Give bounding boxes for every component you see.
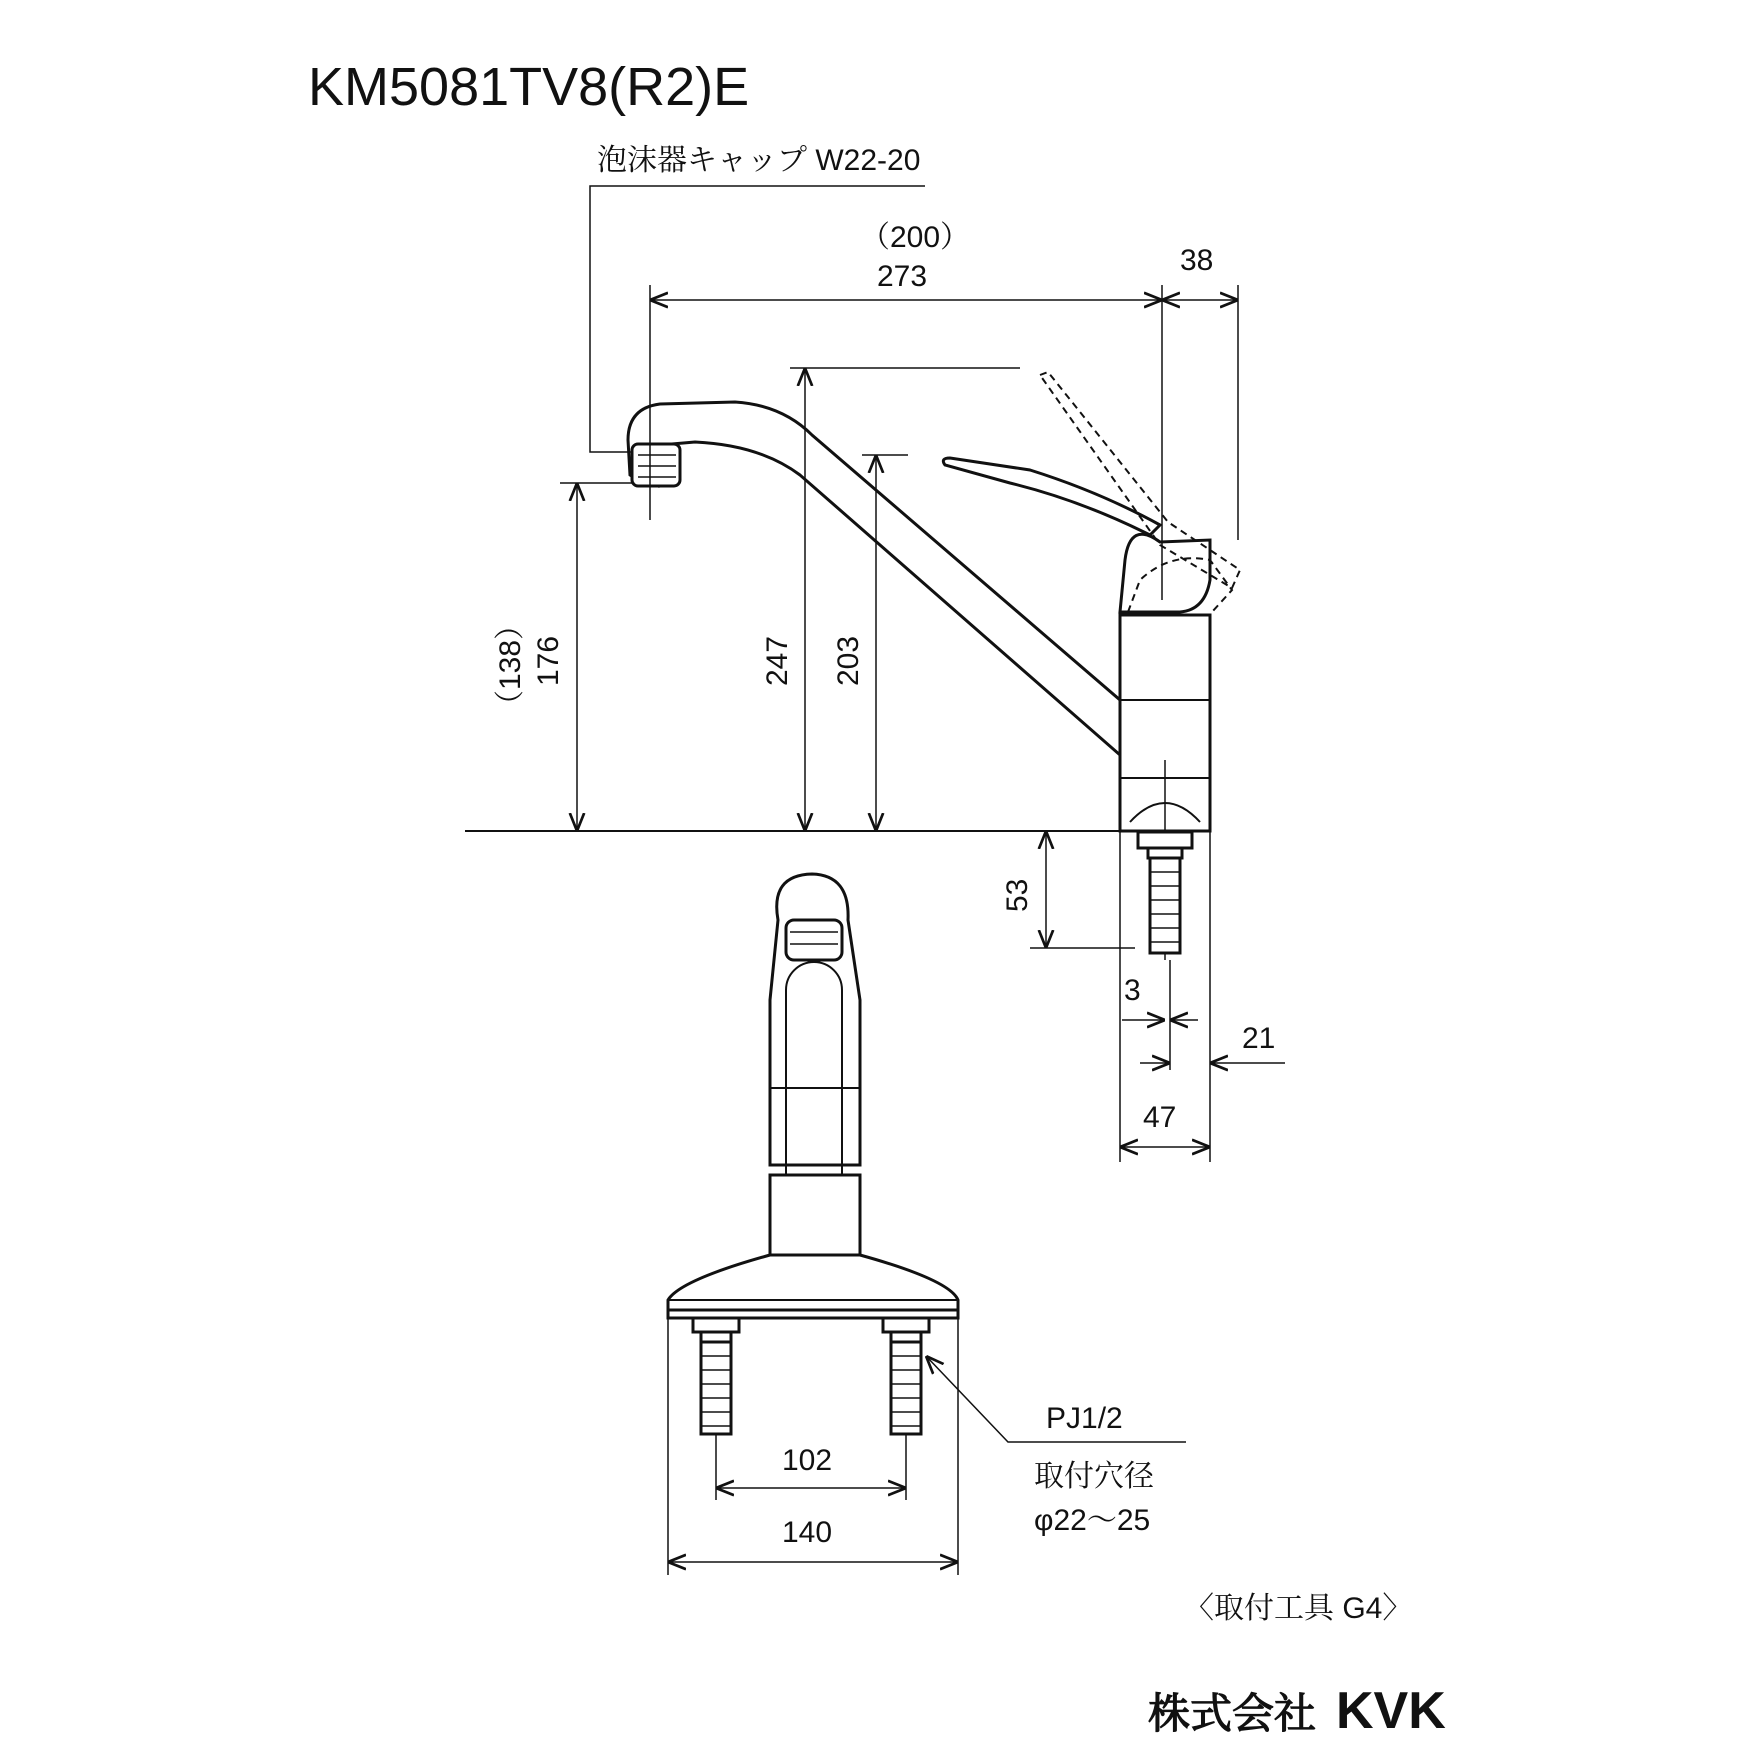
lever-arm xyxy=(943,458,1160,535)
dim-38-label: 38 xyxy=(1180,244,1214,277)
right-nut xyxy=(883,1318,929,1332)
dim-102-label: 102 xyxy=(782,1444,833,1477)
front-column xyxy=(770,1175,860,1255)
dim-200-label: （200） xyxy=(860,221,971,254)
thread-label: PJ1/2 xyxy=(1046,1402,1123,1435)
aerator-note: 泡沫器キャップ W22-20 xyxy=(597,144,921,177)
mount-nut xyxy=(1138,832,1192,848)
dim-138-label: （138） xyxy=(494,609,527,720)
hole-size: φ22～25 xyxy=(1034,1504,1151,1537)
dim-53-label: 53 xyxy=(1001,878,1034,912)
dim-47-label: 47 xyxy=(1143,1101,1177,1134)
lever-handle xyxy=(1120,534,1210,612)
dim-3-label: 3 xyxy=(1124,974,1141,1007)
left-nut xyxy=(693,1318,739,1332)
dim-273-label: 273 xyxy=(877,260,928,293)
dim-21-label: 21 xyxy=(1242,1022,1276,1055)
dim-176-label: 176 xyxy=(532,635,565,686)
dim-140-label: 140 xyxy=(782,1516,833,1549)
hole-label: 取付穴径 xyxy=(1034,1460,1154,1493)
spout-front xyxy=(770,874,860,1165)
tool-note: 〈取付工具 G4〉 xyxy=(1184,1592,1413,1625)
aerator xyxy=(632,444,680,486)
model-title: KM5081TV8(R2)E xyxy=(308,57,750,117)
side-view xyxy=(465,144,1285,1162)
dim-247-label: 247 xyxy=(761,635,794,686)
base-plate xyxy=(668,1255,958,1310)
brand-name: KVK xyxy=(1336,1682,1446,1740)
aerator-front xyxy=(786,920,842,960)
dim-203-label: 203 xyxy=(832,635,865,686)
front-view xyxy=(668,874,1186,1575)
brand-company: 株式会社 xyxy=(1148,1690,1317,1737)
